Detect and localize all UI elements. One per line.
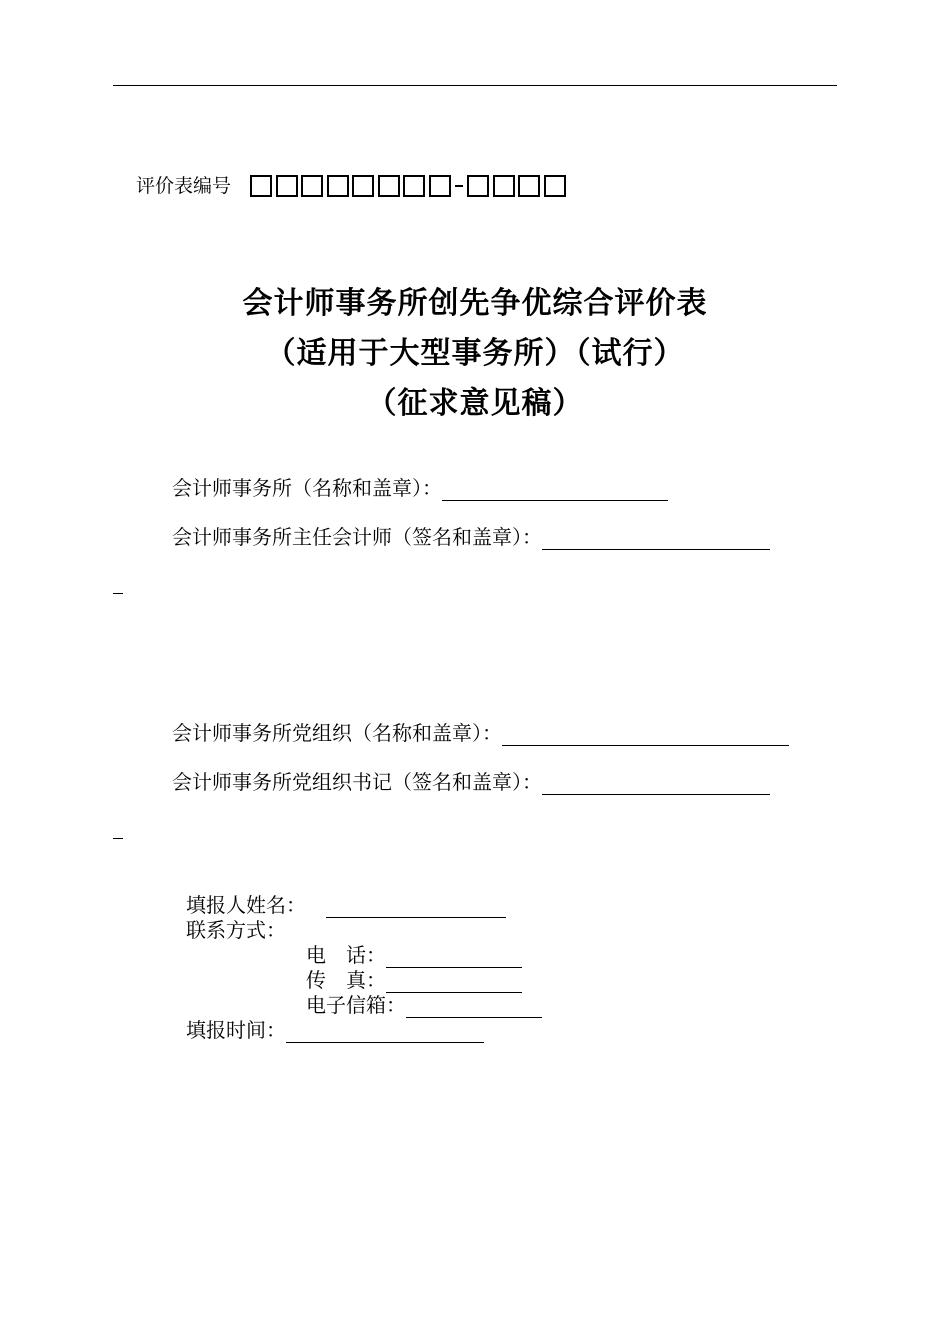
form-number-part1-box[interactable] bbox=[276, 175, 298, 197]
stray-dash-1 bbox=[113, 593, 123, 594]
form-number-part2-box[interactable] bbox=[518, 175, 540, 197]
form-number-boxes bbox=[250, 176, 569, 195]
contact-method-row bbox=[186, 914, 286, 943]
email-label: 电子信箱： bbox=[306, 993, 406, 1017]
contact-method-label: 联系方式： bbox=[186, 918, 286, 942]
party-org-label: 会计师事务所党组织（名称和盖章）： bbox=[172, 721, 502, 745]
top-rule bbox=[113, 85, 837, 86]
form-number-separator bbox=[455, 185, 463, 187]
doc-title-line2: （适用于大型事务所）（试行） bbox=[265, 336, 685, 371]
form-number-part2-box[interactable] bbox=[467, 175, 489, 197]
fax-label: 传 真： bbox=[306, 968, 386, 992]
firm-name-field bbox=[172, 472, 668, 501]
stray-dash-2 bbox=[113, 838, 123, 839]
firm-head-line[interactable] bbox=[542, 529, 770, 550]
firm-name-label: 会计师事务所（名称和盖章）： bbox=[172, 476, 442, 500]
form-number-part1-box[interactable] bbox=[250, 175, 272, 197]
form-number-part1-box[interactable] bbox=[378, 175, 400, 197]
doc-title-line3: （征求意见稿） bbox=[366, 386, 584, 421]
filler-name-label: 填报人姓名： bbox=[186, 893, 306, 917]
form-number-row bbox=[136, 171, 569, 199]
party-secretary-line[interactable] bbox=[542, 774, 770, 795]
filler-name-line[interactable] bbox=[326, 897, 506, 918]
form-number-part1-box[interactable] bbox=[352, 175, 374, 197]
form-number-part1-box[interactable] bbox=[301, 175, 323, 197]
party-secretary-field bbox=[172, 766, 770, 795]
form-number-part1-box[interactable] bbox=[403, 175, 425, 197]
fill-time-label: 填报时间： bbox=[186, 1018, 286, 1042]
form-number-part1-box[interactable] bbox=[429, 175, 451, 197]
fill-time-row bbox=[186, 1014, 484, 1043]
firm-head-label: 会计师事务所主任会计师（签名和盖章）： bbox=[172, 525, 542, 549]
party-org-line[interactable] bbox=[502, 725, 789, 746]
firm-name-line[interactable] bbox=[442, 480, 668, 501]
phone-label: 电 话： bbox=[306, 943, 386, 967]
form-number-part2-box[interactable] bbox=[493, 175, 515, 197]
form-number-part1-box[interactable] bbox=[327, 175, 349, 197]
form-number-part2-box[interactable] bbox=[544, 175, 566, 197]
party-org-field bbox=[172, 717, 789, 746]
firm-head-field bbox=[172, 521, 770, 550]
fill-time-line[interactable] bbox=[286, 1022, 484, 1043]
doc-title-line1: 会计师事务所创先争优综合评价表 bbox=[242, 286, 708, 321]
party-secretary-label: 会计师事务所党组织书记（签名和盖章）： bbox=[172, 770, 542, 794]
form-number-label: 评价表编号 bbox=[136, 174, 232, 197]
